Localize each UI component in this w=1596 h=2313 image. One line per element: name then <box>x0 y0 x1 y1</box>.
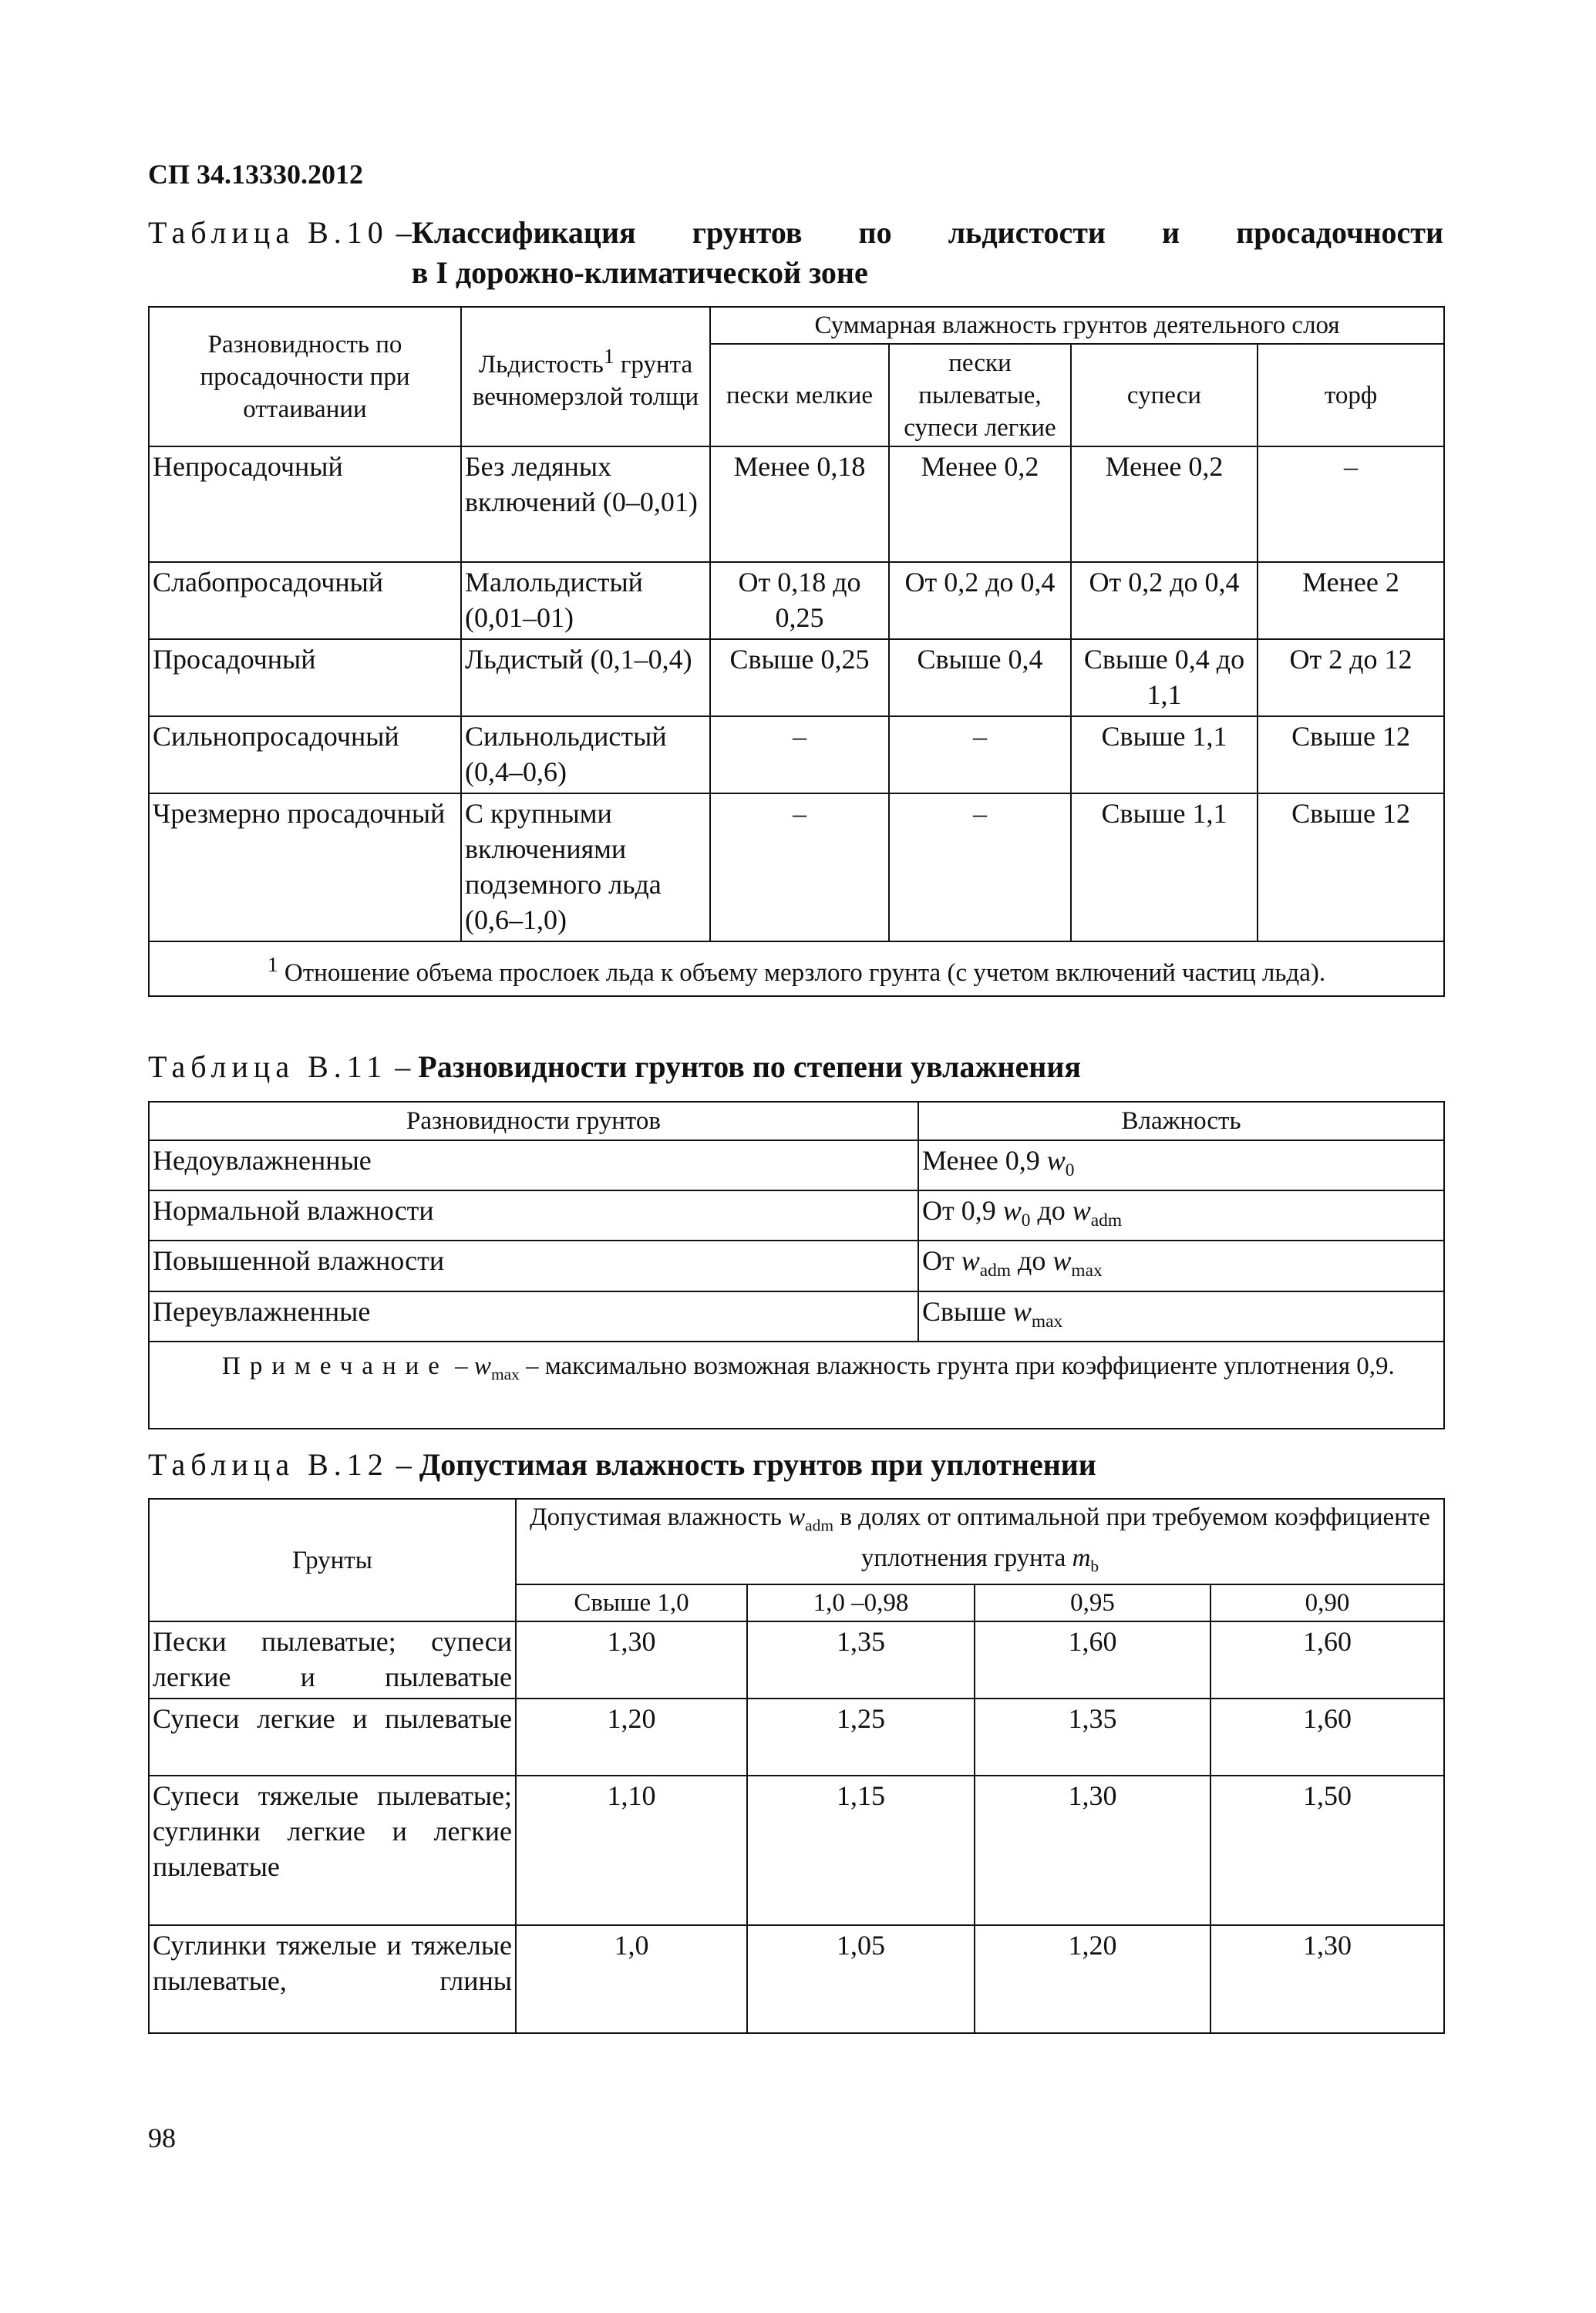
table-b11-title <box>148 1047 1081 1087</box>
table-cell: Свыше 12 <box>1258 716 1444 793</box>
table-row <box>149 793 1444 941</box>
table-cell: Суглинки тяжелые и тяжелые пылеватые, глины <box>149 1925 516 2033</box>
subheader-cell: 0,90 <box>1210 1584 1444 1621</box>
subheader-cell: 0,95 <box>975 1584 1210 1621</box>
table-row <box>149 1699 1444 1776</box>
moisture-cell <box>918 1241 1444 1291</box>
table-cell: Менее 2 <box>1258 562 1444 639</box>
var: m <box>1072 1544 1091 1572</box>
table-cell: – <box>889 716 1071 793</box>
text-segment: От <box>922 1245 961 1277</box>
table-cell: 1,30 <box>975 1776 1210 1925</box>
variable: w <box>1002 1195 1022 1227</box>
header-text: в долях от оптимальной при требуемом коэффициенте уплотнения грунта <box>833 1503 1430 1572</box>
table-cell: Свыше 1,1 <box>1071 793 1258 941</box>
table-row <box>149 716 1444 793</box>
variable: w <box>1046 1145 1066 1176</box>
table-title: Разновидности грунтов по степени увлажнения <box>418 1049 1082 1084</box>
table-cell: 1,0 <box>516 1925 747 2033</box>
table-cell: – <box>889 793 1071 941</box>
table-cell: Свыше 0,4 до 1,1 <box>1071 639 1258 716</box>
soil-type-cell: Переувлажненные <box>149 1291 918 1342</box>
header-moisture: Влажность <box>918 1102 1444 1140</box>
table-cell: 1,30 <box>1210 1925 1444 2033</box>
footnote-marker: 1 <box>603 344 614 368</box>
table-row <box>149 1241 1444 1291</box>
table-b10-title <box>148 213 1443 293</box>
header-subsidence: Разновидность по просадочности при оттаивании <box>149 307 461 446</box>
table-row <box>149 1621 1444 1699</box>
table-cell: 1,60 <box>975 1621 1210 1699</box>
table-row <box>149 1925 1444 2033</box>
table-cell: От 0,2 до 0,4 <box>889 562 1071 639</box>
subheader-cell: пески мелкие <box>710 344 889 446</box>
note: Примечание – $w_{max}$ – максимально возможная влажность грунта при коэффициенте уплотнения 0,9. <box>149 1342 1444 1429</box>
soil-type-cell: Недоувлажненные <box>149 1140 918 1190</box>
subscript: 0 <box>1021 1210 1031 1231</box>
dash: – <box>388 215 412 250</box>
table-cell: Свыше 0,25 <box>710 639 889 716</box>
moisture-cell <box>918 1291 1444 1342</box>
table-cell: – <box>710 716 889 793</box>
table-cell: 1,05 <box>747 1925 975 2033</box>
table-cell: 1,35 <box>975 1699 1210 1776</box>
table-cell: Льдистый (0,1–0,4) <box>461 639 710 716</box>
header-soils: Грунты <box>149 1499 516 1621</box>
subscript: max <box>1031 1311 1063 1332</box>
table-cell: От 0,2 до 0,4 <box>1071 562 1258 639</box>
table-cell: Свыше 1,1 <box>1071 716 1258 793</box>
table-cell: 1,20 <box>516 1699 747 1776</box>
table-cell: 1,60 <box>1210 1621 1444 1699</box>
table-cell: Супеси тяжелые пылеватые; суглинки легкие и легкие пылеватые <box>149 1776 516 1925</box>
table-cell: 1,20 <box>975 1925 1210 2033</box>
table-cell: 1,60 <box>1210 1699 1444 1776</box>
moisture-cell <box>918 1140 1444 1190</box>
dash: – <box>387 1049 419 1084</box>
table-cell: От 0,18 до 0,25 <box>710 562 889 639</box>
table-label: Таблица В.11 <box>148 1049 388 1084</box>
table-label: Таблица В.12 <box>148 1447 389 1482</box>
table-cell: Чрезмерно просадочный <box>149 793 461 941</box>
dash: – <box>388 1447 419 1482</box>
table-cell: Менее 0,2 <box>1071 446 1258 562</box>
table-cell: От 2 до 12 <box>1258 639 1444 716</box>
table-title-line2: в I дорожно-климатической зоне <box>411 255 868 290</box>
table-cell: Непросадочный <box>149 446 461 562</box>
header-soil-types: Разновидности грунтов <box>149 1102 918 1140</box>
sub: adm <box>805 1516 834 1535</box>
table-cell: Пески пылеватые; супеси легкие и пылеватые <box>149 1621 516 1699</box>
table-cell: 1,15 <box>747 1776 975 1925</box>
table-b11 <box>148 1101 1445 1429</box>
footnote-text: Отношение объема прослоек льда к объему мерзлого грунта (с учетом включений частиц льда). <box>278 959 1326 987</box>
text-segment: до <box>1011 1245 1053 1277</box>
page-number: 98 <box>148 2123 176 2153</box>
header-text: Допустимая влажность <box>530 1503 789 1531</box>
header-text: грунта вечномерзлой толщи <box>472 351 699 411</box>
subheader-cell: супеси <box>1071 344 1258 446</box>
text-segment: От 0,9 <box>922 1195 1003 1227</box>
table-row <box>149 562 1444 639</box>
table-row <box>149 1190 1444 1241</box>
footnote-marker: 1 <box>267 952 278 976</box>
subheader-cell: пески пылеватые, супеси легкие <box>889 344 1071 446</box>
table-b12-title <box>148 1445 1096 1485</box>
table-cell: – <box>710 793 889 941</box>
table-cell: Просадочный <box>149 639 461 716</box>
variable: w <box>1012 1295 1032 1327</box>
footnote <box>149 941 1444 996</box>
table-cell: Свыше 0,4 <box>889 639 1071 716</box>
table-cell: Сильнольдистый (0,4–0,6) <box>461 716 710 793</box>
subheader-cell: 1,0 –0,98 <box>747 1584 975 1621</box>
note-sub: max <box>490 1365 520 1384</box>
subheader-cell: Свыше 1,0 <box>516 1584 747 1621</box>
table-row <box>149 639 1444 716</box>
variable: w <box>961 1245 980 1277</box>
header-ice-content <box>461 307 710 446</box>
table-cell: Малольдистый (0,01–01) <box>461 562 710 639</box>
note-label: Примечание <box>222 1352 449 1380</box>
subscript: adm <box>1090 1210 1123 1231</box>
table-cell: С крупными включениями подземного льда (0,6–1,0) <box>461 793 710 941</box>
table-cell: 1,50 <box>1210 1776 1444 1925</box>
table-cell: Супеси легкие и пылеватые <box>149 1699 516 1776</box>
table-cell: – <box>1258 446 1444 562</box>
table-cell: 1,25 <box>747 1699 975 1776</box>
document-code-header: СП 34.13330.2012 <box>148 159 363 190</box>
header-total-moisture: Суммарная влажность грунтов деятельного слоя <box>710 307 1444 344</box>
table-cell: Менее 0,18 <box>710 446 889 562</box>
subscript: max <box>1071 1261 1103 1281</box>
table-row <box>149 1140 1444 1190</box>
table-title: Допустимая влажность грунтов при уплотнении <box>419 1447 1096 1482</box>
var: w <box>788 1503 806 1531</box>
table-cell: 1,30 <box>516 1621 747 1699</box>
table-cell: Без ледяных включений (0–0,01) <box>461 446 710 562</box>
text-segment: Менее 0,9 <box>922 1145 1047 1176</box>
table-cell: Менее 0,2 <box>889 446 1071 562</box>
soil-type-cell: Нормальной влажности <box>149 1190 918 1241</box>
note-var: w <box>473 1352 491 1380</box>
header-text: Льдистость <box>478 351 604 379</box>
table-title-line1: Классификация грунтов по льдистости и просадочности <box>411 215 1443 250</box>
table-b10 <box>148 306 1445 997</box>
table-cell: Сильнопросадочный <box>149 716 461 793</box>
note-text: – максимально возможная влажность грунта при коэффициенте уплотнения 0,9. <box>519 1352 1395 1380</box>
text-segment: Свыше <box>922 1295 1013 1327</box>
table-row <box>149 1291 1444 1342</box>
variable: w <box>1052 1245 1072 1277</box>
table-cell: 1,10 <box>516 1776 747 1925</box>
variable: w <box>1072 1195 1091 1227</box>
soil-type-cell: Повышенной влажности <box>149 1241 918 1291</box>
table-row <box>149 1776 1444 1925</box>
table-cell: Свыше 12 <box>1258 793 1444 941</box>
sub: b <box>1090 1557 1099 1576</box>
text-segment: до <box>1030 1195 1072 1227</box>
table-row <box>149 446 1444 562</box>
moisture-cell <box>918 1190 1444 1241</box>
subscript: adm <box>979 1261 1012 1281</box>
table-label: Таблица В.10 <box>148 215 389 250</box>
header-allowed-moisture <box>516 1499 1444 1584</box>
table-cell: Слабопросадочный <box>149 562 461 639</box>
table-cell: 1,35 <box>747 1621 975 1699</box>
subheader-cell: торф <box>1258 344 1444 446</box>
subscript: 0 <box>1065 1160 1075 1181</box>
table-b12 <box>148 1498 1445 2034</box>
